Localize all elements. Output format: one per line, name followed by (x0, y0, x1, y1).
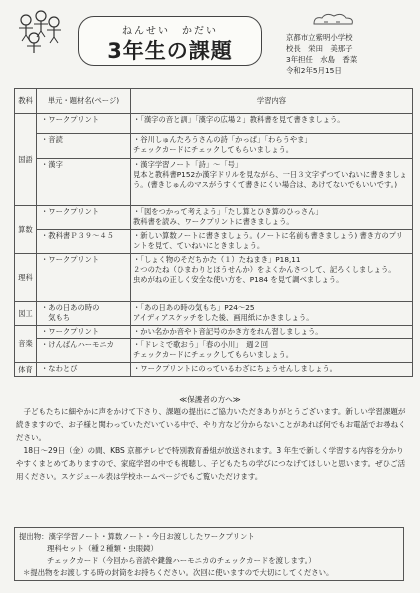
unit-cell: ・音読 (37, 134, 131, 159)
notice-body (16, 405, 408, 483)
school-name: 京都市立紫明小学校 (286, 33, 353, 42)
submit-line: チェックカード（今回から音読や鍵盤ハーモニカのチェックカードを渡します。） (47, 556, 316, 565)
table-row (15, 159, 413, 206)
subject-taiiku: 体育 (15, 363, 37, 377)
subject-kokugo: 国語 (15, 114, 37, 206)
notice-title: ≪保護者の方へ≫ (179, 395, 241, 404)
principal-name: 校長 栄田 美那子 (286, 44, 353, 53)
table-row (15, 363, 413, 377)
table-row (15, 339, 413, 363)
title-box (78, 16, 262, 66)
table-row (15, 254, 413, 302)
subject-ongaku: 音楽 (15, 326, 37, 363)
table-row (15, 326, 413, 339)
unit-cell: ・ワークプリント (37, 326, 131, 339)
content-cell: ・「図をつかって考えよう」「たし算とひき算のひっさん」 教科書を読み、ワークプリントに書きましょう。 (131, 206, 413, 230)
content-cell: ・谷川しゅんたろうさんの詩「かっぱ」「わらうやま」 チェックカードにチェックしてもらいましょう。 (131, 134, 413, 159)
unit-cell: ・教科書Ｐ３９～４５ (37, 230, 131, 254)
table-row (15, 302, 413, 326)
content-cell: ・「しょく物のそだちかた（１）たねまき」P18,11 ２つのたね（ひまわりとほうせんか）をよくかんさつして、記ろくしましょう。 虫めがねの正しく安全な使い方を、P184 を見て調べましょう。 (131, 254, 413, 302)
school-info (286, 32, 416, 76)
header-unit: 単元・題材名(ページ) (37, 89, 131, 114)
children-illustration-icon (14, 8, 64, 58)
submit-line: ＊提出物をお渡しする時の封筒をお持ちください。次回に使いますので大切にしてください。 (23, 568, 334, 577)
notice-paragraph: 子どもたちに細やかに声をかけて下さり、課題の提出にご協力いただきありがとうございます。新しい学習課題が続きますので、お子様と関わっていただいている中で、やり方など分からないことがあれば何でもお電話でお尋ねください。 (16, 407, 406, 442)
issue-date: 令和2年5月15日 (286, 66, 342, 75)
cloud-decoration-icon (310, 10, 356, 30)
unit-cell: ・ワークプリント (37, 206, 131, 230)
unit-cell: ・なわとび (37, 363, 131, 377)
table-row (15, 134, 413, 159)
subject-zuko: 図工 (15, 302, 37, 326)
header-content: 学習内容 (131, 89, 413, 114)
subject-rika: 理科 (15, 254, 37, 302)
table-row (15, 206, 413, 230)
header-subject: 教科 (15, 89, 37, 114)
content-cell: ・「あの日あの時の気もち」P24～25 アイディアスケッチをした後、画用紙にかきましょう。 (131, 302, 413, 326)
subject-sansu: 算数 (15, 206, 37, 254)
assignment-table (14, 88, 413, 377)
table-header-row (15, 89, 413, 114)
page-title: 3年生の課題 (107, 39, 233, 63)
table-row (15, 230, 413, 254)
title-ruby: ねんせい かだい (122, 26, 218, 37)
content-cell: ・かい名かか音やト音記号のかき方をれん習しましょう。 (131, 326, 413, 339)
unit-cell: ・ワークプリント (37, 254, 131, 302)
submission-box (14, 527, 404, 581)
submit-line: 提出物：漢字学習ノート・算数ノート・今日お渡ししたワークプリント (19, 532, 255, 541)
content-cell: ・「ドレミで歌おう」「春の小川」 週２回 チェックカードにチェックしてもらいましょう。 (131, 339, 413, 363)
content-cell: ・漢字学習ノート「詩」～「号」 見本と教科書P152か漢字ドリルを見ながら、一日３文字ずつていねいに書きましょう。(書きじゅんのマスがうすくて書きにくい場合は、あけてないでもいいです。) (131, 159, 413, 206)
content-cell: ・ワークプリントにのっているわざにちょうせんしましょう。 (131, 363, 413, 377)
unit-cell: ・あの日あの時の 気もち (37, 302, 131, 326)
unit-cell: ・漢字 (37, 159, 131, 206)
submit-line: 理科セット（種２種類・虫眼鏡） (47, 544, 158, 553)
teacher-name: 3年担任 水島 香菜 (286, 55, 358, 64)
content-cell: ・新しい算数ノートに書きましょう。(ノートに名前も書きましょう) 書き方のプリントを見て、ていねいにときましょう。 (131, 230, 413, 254)
unit-cell: ・けんばんハーモニカ (37, 339, 131, 363)
table-row (15, 114, 413, 134)
content-cell: ・「漢字の音と訓」「漢字の広場２」教科書を見て書きましょう。 (131, 114, 413, 134)
notice-paragraph: 18日～29日（金）の間、KBS 京都テレビで特別教育番組が放送されます。3 年生で新しく学習する内容を分かりやすくまとめてありますので、家庭学習の中でも視聴し、子どもたちの学びにつなげてほしいと思います。ぜひご活用ください。スケジュール表は学校ホームページでもご覧いただけます。 (16, 446, 406, 481)
unit-cell: ・ワークプリント (37, 114, 131, 134)
